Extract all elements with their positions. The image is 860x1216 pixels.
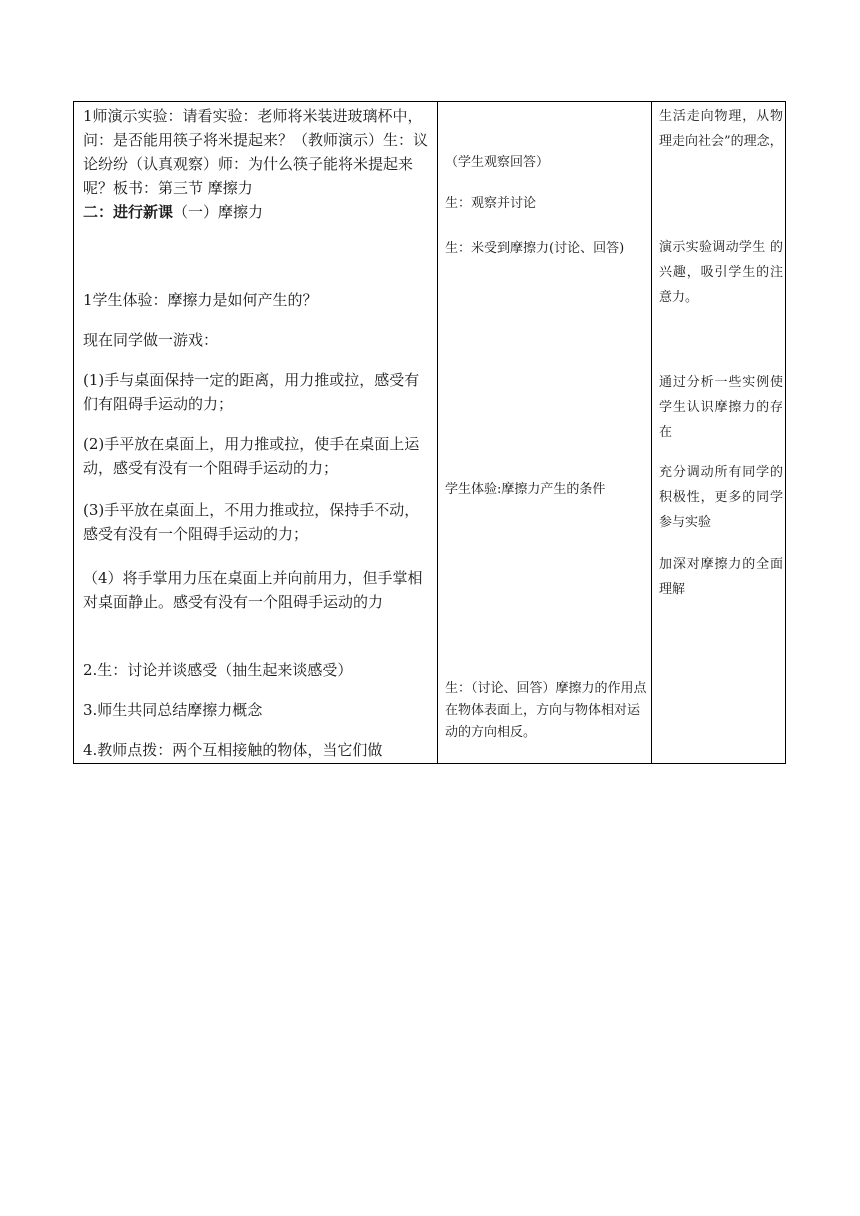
student-observe-answer: （学生观察回答） <box>445 155 550 170</box>
friction-subheading: （一）摩擦力 <box>173 203 264 221</box>
intent-recognize-friction: 通过分析一些实例使学生认识摩擦力的存在 <box>659 375 783 440</box>
demo-experiment-text: 1师演示实验：请看实验：老师将米装进玻璃杯中，问：是否能用筷子将米提起来？（教师演示）生：议论纷纷（认真观察）师：为什么筷子能将米提起来呢？板书：第三节 摩擦力 <box>83 107 429 197</box>
teacher-guidance-step: 4.教师点拨：两个互相接触的物体，当它们做 <box>83 741 383 759</box>
student-observe-discuss: 生：观察并讨论 <box>445 196 537 211</box>
student-activity-column <box>438 102 652 763</box>
intent-engage-students: 充分调动所有同学的积极性，更多的同学参与实验 <box>659 465 783 530</box>
game-intro: 现在同学做一游戏： <box>83 331 219 349</box>
intent-demo-interest: 演示实验调动学生 的兴趣，吸引学生的注意力。 <box>659 240 783 305</box>
game-step-4: （4）将手掌用力压在桌面上并向前用力，但手掌相对桌面静止。感受有没有一个阻碍手运动的力 <box>83 569 423 611</box>
game-step-2: (2)手平放在桌面上，用力推或拉，使手在桌面上运动，感受有没有一个阻碍手运动的力； <box>83 435 420 477</box>
student-experience-question: 1学生体验：摩擦力是如何产生的？ <box>83 291 318 309</box>
summary-step: 3.师生共同总结摩擦力概念 <box>83 701 263 719</box>
new-lesson-heading <box>83 200 428 224</box>
student-friction-conclusion: 生：（讨论、回答）摩擦力的作用点在物体表面上，方向与物体相对运动的方向相反。 <box>445 681 647 740</box>
new-lesson-label: 二：进行新课 <box>83 203 174 221</box>
discussion-step: 2.生：讨论并谈感受（抽生起来谈感受） <box>83 661 353 679</box>
design-intent-column <box>652 102 787 763</box>
intent-deepen-understanding: 加深对摩擦力的全面理解 <box>659 557 783 597</box>
game-step-1: (1)手与桌面保持一定的距离，用力推或拉，感受有们有阻碍手运动的力； <box>83 371 420 413</box>
teacher-activity-column <box>74 102 438 763</box>
intent-life-to-physics: 生活走向物理，从物理走向社会”的理念， <box>659 109 783 149</box>
game-step-3: (3)手平放在桌面上，不用力推或拉，保持手不动，感受有没有一个阻碍手运动的力； <box>83 501 420 543</box>
lesson-plan-table <box>73 101 786 764</box>
student-rice-friction: 生：米受到摩擦力(讨论、回答) <box>445 241 625 256</box>
student-experience-conditions: 学生体验:摩擦力产生的条件 <box>445 482 606 497</box>
